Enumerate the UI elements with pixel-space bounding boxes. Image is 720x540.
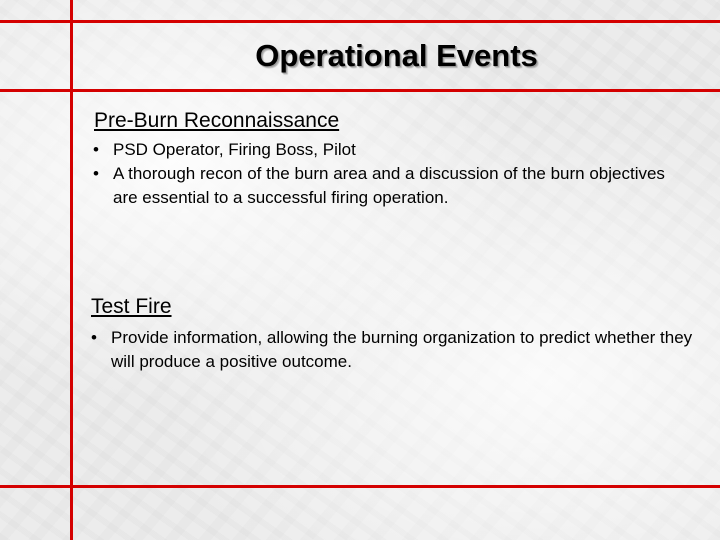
bullet-icon: • — [93, 140, 99, 159]
section-heading-pre-burn: Pre-Burn Reconnaissance — [94, 109, 340, 132]
title-divider-rule — [0, 89, 720, 92]
slide-title: Operational Events — [255, 38, 538, 73]
pre-burn-bullet-list — [93, 138, 693, 210]
bullet-text: Provide information, allowing the burning organization to predict whether they will produce a positive outcome. — [111, 328, 693, 371]
top-horizontal-rule — [0, 20, 720, 23]
left-vertical-rule — [70, 0, 73, 540]
bullet-text: PSD Operator, Firing Boss, Pilot — [113, 140, 356, 159]
list-item — [91, 326, 701, 374]
test-fire-bullet-list — [91, 326, 701, 374]
bullet-icon: • — [93, 164, 99, 183]
bullet-text: A thorough recon of the burn area and a discussion of the burn objectives are essential to a successful firing operation. — [113, 164, 665, 207]
bullet-icon: • — [91, 328, 97, 347]
list-item — [93, 138, 693, 162]
bottom-horizontal-rule — [0, 485, 720, 488]
list-item — [93, 162, 693, 210]
section-heading-test-fire: Test Fire — [91, 295, 172, 318]
